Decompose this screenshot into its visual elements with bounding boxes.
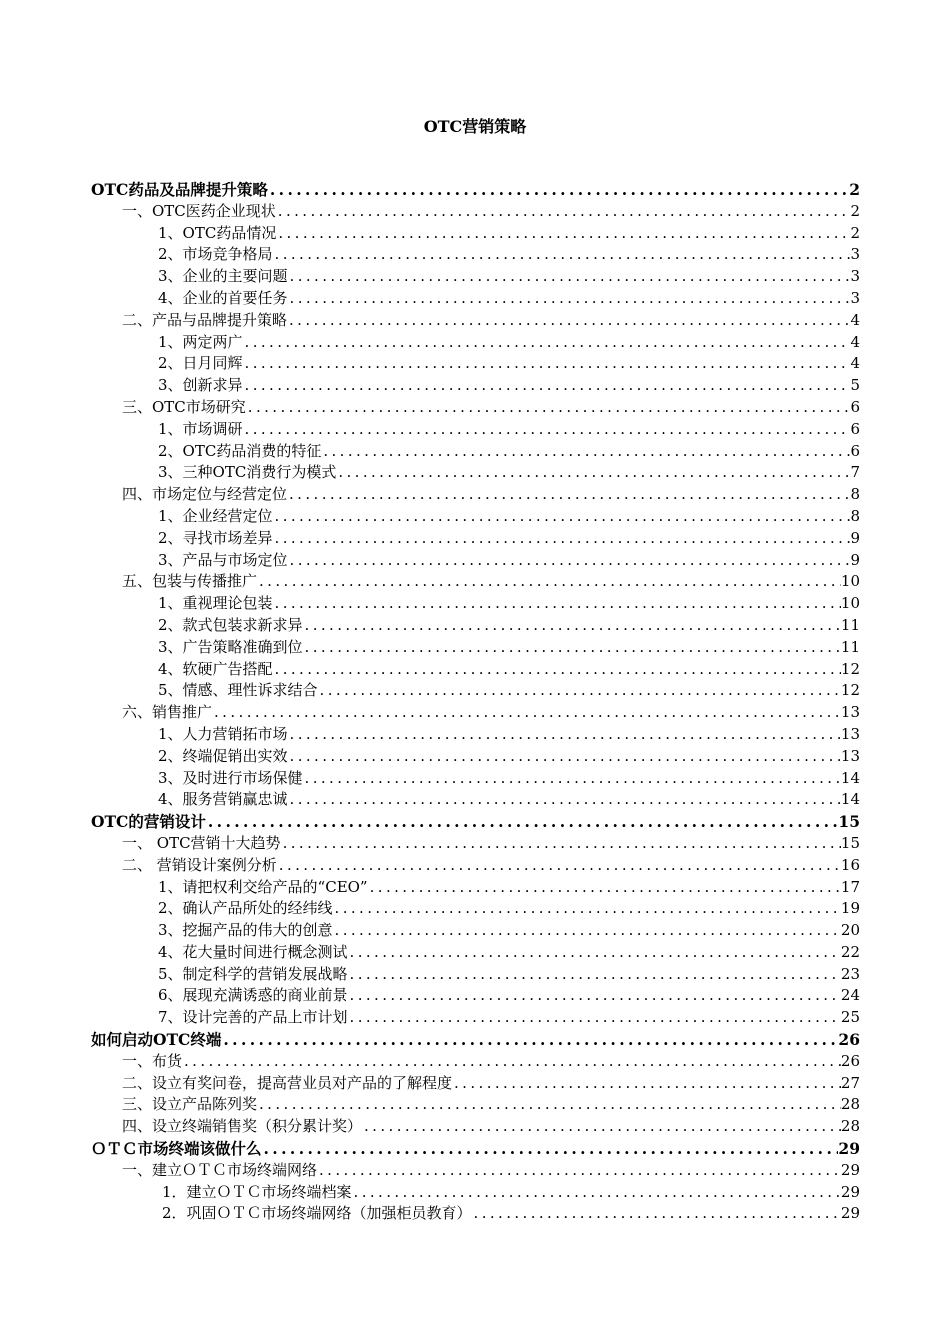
toc-entry-page-number: 9	[850, 550, 860, 569]
toc-entry[interactable]	[91, 746, 860, 768]
toc-entry-page-number: 4	[850, 354, 860, 373]
toc-entry[interactable]	[91, 397, 860, 419]
toc-entry-page-number: 17	[840, 877, 860, 896]
toc-entry-label: 一、建立ＯＴＣ市场终端网络	[122, 1160, 318, 1179]
toc-leader-dots	[288, 550, 850, 572]
toc-entry-page-number: 8	[850, 485, 860, 504]
toc-entry-label: 3、创新求异	[158, 376, 243, 395]
toc-leader-dots	[221, 1029, 838, 1051]
toc-entry-label: 6、展现充满诱惑的商业前景	[158, 986, 348, 1005]
toc-entry[interactable]	[91, 877, 860, 899]
toc-entry-label: 2、款式包装求新求异	[158, 615, 303, 634]
toc-leader-dots	[288, 789, 841, 811]
toc-entry-page-number: 4	[850, 310, 860, 329]
toc-entry-label: 三、OTC市场研究	[122, 397, 246, 416]
toc-leader-dots	[303, 615, 841, 637]
toc-entry[interactable]	[91, 266, 860, 288]
toc-entry[interactable]	[91, 353, 860, 375]
toc-entry-page-number: 3	[850, 245, 860, 264]
toc-entry-label: 4、软硬广告搭配	[158, 659, 273, 678]
toc-entry-label: 4、服务营销赢忠诚	[158, 790, 288, 809]
toc-entry[interactable]	[91, 1182, 860, 1204]
toc-entry-page-number: 11	[840, 615, 860, 634]
toc-entry[interactable]	[91, 288, 860, 310]
toc-entry-page-number: 7	[850, 463, 860, 482]
toc-entry-label: 四、设立终端销售奖（积分累计奖）	[122, 1117, 363, 1136]
toc-leader-dots	[243, 375, 850, 397]
toc-entry-page-number: 14	[840, 768, 860, 787]
toc-entry-page-number: 11	[840, 637, 860, 656]
toc-entry-label: 2、确认产品所处的经纬线	[158, 899, 333, 918]
toc-entry-label: 1、重视理论包装	[158, 594, 273, 613]
toc-entry-label: 一、布货	[122, 1051, 183, 1070]
document-title: OTC营销策略	[423, 117, 527, 136]
toc-leader-dots	[321, 441, 850, 463]
toc-leader-dots	[303, 637, 841, 659]
toc-entry-page-number: 3	[850, 267, 860, 286]
toc-entry-page-number: 29	[838, 1139, 860, 1159]
toc-entry-label: 3、挖掘产品的伟大的创意	[158, 921, 333, 940]
toc-entry-label: 3、及时进行市场保健	[158, 768, 303, 787]
toc-entry-label: 五、包装与传播推广	[122, 572, 258, 591]
toc-leader-dots	[348, 942, 841, 964]
toc-leader-dots	[243, 332, 850, 354]
toc-entry-label: 二、产品与品牌提升策略	[122, 310, 288, 329]
toc-leader-dots	[281, 833, 841, 855]
toc-leader-dots	[333, 920, 841, 942]
toc-entry-label: 3、企业的主要问题	[158, 267, 288, 286]
toc-entry-label: OTC药品及品牌提升策略	[91, 180, 268, 199]
toc-entry-page-number: 16	[840, 855, 860, 874]
toc-leader-dots	[318, 680, 841, 702]
toc-entry[interactable]	[91, 244, 860, 266]
toc-entry[interactable]	[91, 1160, 860, 1182]
toc-leader-dots	[246, 397, 850, 419]
toc-entry[interactable]	[91, 441, 860, 463]
toc-leader-dots	[243, 419, 850, 441]
toc-entry[interactable]	[91, 680, 860, 702]
toc-leader-dots	[362, 1116, 841, 1138]
toc-entry[interactable]	[91, 789, 860, 811]
toc-entry-label: 7、设计完善的产品上市计划	[158, 1008, 348, 1027]
toc-entry-page-number: 15	[838, 812, 860, 832]
toc-entry[interactable]	[91, 462, 860, 484]
toc-entry-label: 5、制定科学的营销发展战略	[158, 964, 348, 983]
toc-entry-page-number: 14	[840, 790, 860, 809]
toc-entry[interactable]	[91, 659, 860, 681]
toc-entry-label: 1、OTC药品情况	[158, 223, 277, 242]
toc-entry-page-number: 4	[850, 332, 860, 351]
toc-entry[interactable]	[91, 506, 860, 528]
toc-entry-page-number: 6	[850, 441, 860, 460]
toc-entry-label: 二、 营销设计案例分析	[122, 855, 277, 874]
toc-leader-dots	[336, 462, 850, 484]
toc-leader-dots	[276, 201, 850, 223]
table-of-contents	[91, 179, 860, 1225]
toc-entry[interactable]	[91, 768, 860, 790]
toc-leader-dots	[277, 855, 841, 877]
toc-entry[interactable]	[91, 1094, 860, 1116]
toc-entry-page-number: 26	[838, 1030, 860, 1050]
toc-entry-label: 1、人力营销拓市场	[158, 724, 288, 743]
toc-entry[interactable]	[91, 637, 860, 659]
toc-leader-dots	[317, 1160, 841, 1182]
toc-entry-page-number: 3	[850, 288, 860, 307]
toc-entry-label: 1、市场调研	[158, 419, 243, 438]
toc-leader-dots	[348, 1007, 841, 1029]
toc-leader-dots	[472, 1203, 841, 1225]
toc-leader-dots	[273, 528, 850, 550]
toc-entry-page-number: 28	[840, 1095, 860, 1114]
toc-leader-dots	[273, 244, 850, 266]
toc-entry[interactable]	[91, 811, 860, 833]
toc-entry[interactable]	[91, 833, 860, 855]
toc-entry[interactable]	[91, 593, 860, 615]
toc-entry-label: 4、企业的首要任务	[158, 288, 288, 307]
toc-entry-page-number: 20	[840, 921, 860, 940]
toc-entry-page-number: 2	[850, 223, 860, 242]
toc-entry-page-number: 24	[840, 986, 860, 1005]
toc-entry-label: 六、销售推广	[122, 703, 213, 722]
toc-entry[interactable]	[91, 484, 860, 506]
toc-leader-dots	[206, 811, 839, 833]
toc-entry-page-number: 9	[850, 528, 860, 547]
toc-leader-dots	[352, 1182, 841, 1204]
toc-entry-label: 2、日月同辉	[158, 354, 243, 373]
toc-entry-label: 1、企业经营定位	[158, 506, 273, 525]
toc-leader-dots	[287, 484, 850, 506]
toc-entry[interactable]	[91, 528, 860, 550]
toc-entry-page-number: 10	[840, 594, 860, 613]
toc-entry-page-number: 26	[840, 1051, 860, 1070]
toc-entry-page-number: 8	[850, 506, 860, 525]
toc-entry-label: 2、OTC药品消费的特征	[158, 441, 322, 460]
toc-leader-dots	[333, 898, 841, 920]
toc-entry-label: 1．建立ＯＴＣ市场终端档案	[162, 1182, 352, 1201]
toc-entry-label: 3、产品与市场定位	[158, 550, 288, 569]
toc-entry-label: 5、情感、理性诉求结合	[158, 681, 318, 700]
toc-leader-dots	[288, 266, 850, 288]
toc-leader-dots	[288, 746, 841, 768]
toc-entry-page-number: 10	[840, 572, 860, 591]
toc-entry-page-number: 23	[840, 964, 860, 983]
toc-entry-label: 3、三种OTC消费行为模式	[158, 463, 337, 482]
toc-entry-page-number: 6	[850, 397, 860, 416]
toc-entry-label: 2、市场竞争格局	[158, 245, 273, 264]
toc-entry[interactable]	[91, 898, 860, 920]
toc-leader-dots	[243, 353, 850, 375]
toc-entry[interactable]	[91, 920, 860, 942]
toc-entry[interactable]	[91, 1029, 860, 1051]
toc-entry-page-number: 12	[840, 659, 860, 678]
toc-entry-label: 二、设立有奖问卷，提高营业员对产品的了解程度	[122, 1073, 453, 1092]
toc-entry-page-number: 12	[840, 681, 860, 700]
toc-entry-label: 3、广告策略准确到位	[158, 637, 303, 656]
toc-entry-label: 三、设立产品陈列奖	[122, 1095, 258, 1114]
toc-entry[interactable]	[91, 201, 860, 223]
toc-entry[interactable]	[91, 1051, 860, 1073]
toc-entry-page-number: 29	[840, 1182, 860, 1201]
toc-entry-page-number: 28	[840, 1117, 860, 1136]
toc-entry-page-number: 29	[840, 1204, 860, 1223]
toc-leader-dots	[276, 223, 850, 245]
toc-entry[interactable]	[91, 419, 860, 441]
toc-leader-dots	[257, 1094, 841, 1116]
toc-entry[interactable]	[91, 724, 860, 746]
toc-entry-page-number: 13	[840, 746, 860, 765]
toc-entry[interactable]	[91, 942, 860, 964]
toc-leader-dots	[273, 506, 850, 528]
toc-entry-page-number: 6	[850, 419, 860, 438]
toc-entry[interactable]	[91, 1116, 860, 1138]
toc-entry-label: 如何启动OTC终端	[91, 1030, 222, 1050]
toc-entry[interactable]	[91, 332, 860, 354]
toc-entry-label: 一、 OTC营销十大趋势	[122, 833, 281, 852]
toc-entry-page-number: 13	[840, 703, 860, 722]
toc-entry-label: 一、OTC医药企业现状	[122, 201, 276, 220]
toc-leader-dots	[273, 593, 841, 615]
toc-entry[interactable]	[91, 964, 860, 986]
toc-leader-dots	[262, 1138, 839, 1160]
toc-entry-label: ＯＴＣ市场终端该做什么	[91, 1139, 262, 1159]
toc-entry-page-number: 22	[840, 942, 860, 961]
toc-leader-dots	[452, 1073, 841, 1095]
toc-entry-label: 2、终端促销出实效	[158, 746, 288, 765]
toc-leader-dots	[348, 985, 841, 1007]
toc-entry-page-number: 2	[849, 180, 860, 199]
toc-entry[interactable]	[91, 702, 860, 724]
toc-leader-dots	[212, 702, 841, 724]
toc-leader-dots	[288, 288, 850, 310]
toc-entry[interactable]	[91, 985, 860, 1007]
toc-entry[interactable]	[91, 1138, 860, 1160]
toc-leader-dots	[182, 1051, 841, 1073]
toc-leader-dots	[273, 659, 841, 681]
toc-leader-dots	[368, 877, 841, 899]
toc-entry[interactable]	[91, 550, 860, 572]
toc-entry-page-number: 27	[840, 1073, 860, 1092]
toc-entry[interactable]	[91, 571, 860, 593]
toc-entry-label: OTC的营销设计	[91, 812, 206, 832]
toc-leader-dots	[348, 964, 841, 986]
toc-entry[interactable]	[91, 855, 860, 877]
toc-leader-dots	[288, 724, 841, 746]
toc-entry-label: 1、两定两广	[158, 332, 243, 351]
toc-entry[interactable]	[91, 1007, 860, 1029]
toc-entry-page-number: 15	[840, 833, 860, 852]
toc-entry-label: 2．巩固ＯＴＣ市场终端网络（加强柜员教育）	[162, 1204, 472, 1223]
toc-entry[interactable]	[91, 375, 860, 397]
toc-entry[interactable]	[91, 615, 860, 637]
toc-entry-label: 四、市场定位与经营定位	[122, 485, 288, 504]
toc-entry-label: 1、请把权利交给产品的“CEO”	[158, 877, 368, 896]
toc-entry-page-number: 25	[840, 1008, 860, 1027]
toc-entry-page-number: 5	[850, 376, 860, 395]
toc-leader-dots	[287, 310, 850, 332]
toc-entry-page-number: 2	[850, 201, 860, 220]
toc-leader-dots	[257, 571, 841, 593]
toc-entry[interactable]	[91, 223, 860, 245]
toc-entry-label: 2、寻找市场差异	[158, 528, 273, 547]
toc-entry[interactable]	[91, 179, 860, 201]
toc-entry-page-number: 29	[840, 1160, 860, 1179]
toc-leader-dots	[303, 768, 841, 790]
toc-entry-page-number: 13	[840, 724, 860, 743]
toc-entry-label: 4、花大量时间进行概念测试	[158, 942, 348, 961]
toc-entry[interactable]	[91, 310, 860, 332]
toc-leader-dots	[268, 179, 849, 201]
toc-entry[interactable]	[91, 1203, 860, 1225]
toc-entry[interactable]	[91, 1073, 860, 1095]
toc-entry-page-number: 19	[840, 899, 860, 918]
